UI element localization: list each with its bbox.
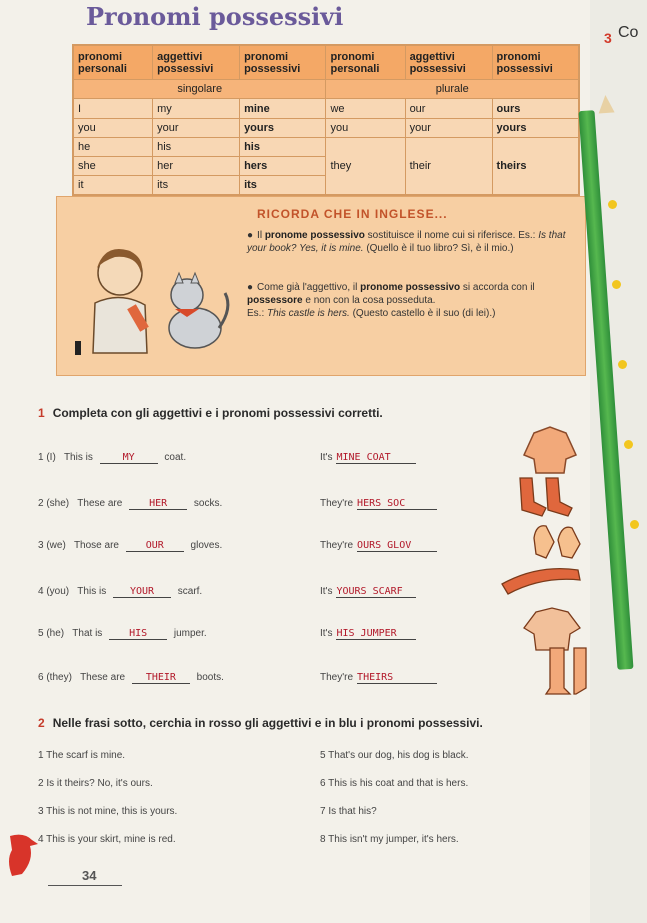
table-row — [74, 99, 579, 118]
cell: she — [74, 156, 153, 175]
exercise-1-item: 4 (you) This is YOUR scarf. — [38, 586, 203, 597]
next-page-fragment: Co — [618, 24, 639, 41]
answer-blank[interactable]: HIS JUMPER — [336, 628, 416, 640]
answer-blank[interactable]: MINE COAT — [336, 452, 416, 464]
exercise-1-pronoun: They're THEIRS — [320, 672, 437, 684]
exercise-1-item: 2 (she) These are HER socks. — [38, 498, 223, 509]
exercise-2-sentence[interactable]: 3 This is not mine, this is yours. — [38, 806, 178, 817]
cell: your — [153, 118, 240, 137]
exercise-2-sentence[interactable]: 5 That's our dog, his dog is black. — [320, 750, 469, 761]
cell: I — [74, 99, 153, 118]
cell: your — [405, 118, 492, 137]
answer-blank[interactable]: YOUR — [113, 586, 171, 598]
decor-dot — [630, 520, 639, 529]
cell: he — [74, 137, 153, 156]
cell: our — [405, 99, 492, 118]
page-title: Pronomi possessivi — [86, 2, 344, 31]
exercise-1-item: 1 (I) This is MY coat. — [38, 452, 187, 463]
header-cell: pronomi possessivi — [492, 46, 578, 80]
cell: they — [326, 137, 405, 194]
exercise-2-instruction: 2 Nelle frasi sotto, cerchia in rosso gli aggettivi e in blu i pronomi possessivi. — [38, 716, 483, 730]
exercise-2-sentence[interactable]: 1 The scarf is mine. — [38, 750, 126, 761]
cell: her — [153, 156, 240, 175]
next-page-exercise-number: 3 — [604, 30, 612, 46]
possessive-table — [72, 44, 580, 196]
cell: yours — [492, 118, 578, 137]
cell: it — [74, 175, 153, 194]
remember-heading: RICORDA CHE IN INGLESE... — [257, 207, 448, 221]
cell: theirs — [492, 137, 578, 194]
decor-dot — [618, 360, 627, 369]
decor-dot — [624, 440, 633, 449]
socks-icon — [510, 474, 580, 518]
header-cell: aggettivi possessivi — [405, 46, 492, 80]
table-row — [74, 137, 579, 156]
answer-blank[interactable]: THEIR — [132, 672, 190, 684]
gloves-icon — [528, 518, 586, 560]
cell: we — [326, 99, 405, 118]
exercise-1-pronoun: It's MINE COAT — [320, 452, 416, 464]
boots-icon — [572, 644, 590, 700]
header-cell: aggettivi possessivi — [153, 46, 240, 80]
decor-dot — [608, 200, 617, 209]
exercise-1-instruction: 1 Completa con gli aggettivi e i pronomi possessivi corretti. — [38, 406, 383, 420]
parrot-icon — [2, 830, 42, 878]
table-row — [74, 118, 579, 137]
cell: their — [405, 137, 492, 194]
cell: mine — [240, 99, 326, 118]
group-plural: plurale — [326, 80, 579, 99]
remember-point-2: ● Come già l'aggettivo, il pronome possessivo si accorda con il possessore e non con la cosa posseduta. Es.: This castle is hers. (Questo castello è il suo (di lei).) — [247, 282, 535, 319]
page-number: 34 — [48, 868, 122, 886]
answer-blank[interactable]: OURS GLOV — [357, 540, 437, 552]
exercise-1-pronoun: It's HIS JUMPER — [320, 628, 416, 640]
exercise-1-item: 3 (we) Those are OUR gloves. — [38, 540, 223, 551]
exercise-2-sentence[interactable]: 4 This is your skirt, mine is red. — [38, 834, 176, 845]
girl-and-cat-illustration — [75, 233, 235, 363]
exercise-2-sentence[interactable]: 6 This is his coat and that is hers. — [320, 778, 469, 789]
cell: his — [153, 137, 240, 156]
exercise-1-pronoun: They're OURS GLOV — [320, 540, 437, 552]
cell: hers — [240, 156, 326, 175]
group-singular: singolare — [74, 80, 326, 99]
exercise-1-item: 6 (they) These are THEIR boots. — [38, 672, 224, 683]
answer-blank[interactable]: HER — [129, 498, 187, 510]
answer-blank[interactable]: YOURS SCARF — [336, 586, 416, 598]
header-cell: pronomi personali — [74, 46, 153, 80]
pencil-tip-icon — [597, 94, 614, 113]
header-cell: pronomi personali — [326, 46, 405, 80]
exercise-1-item: 5 (he) That is HIS jumper. — [38, 628, 207, 639]
remember-box — [56, 196, 586, 376]
exercise-1-pronoun: It's YOURS SCARF — [320, 586, 416, 598]
cell: my — [153, 99, 240, 118]
cell: its — [240, 175, 326, 194]
cell: yours — [240, 118, 326, 137]
cell: ours — [492, 99, 578, 118]
cell: you — [326, 118, 405, 137]
answer-blank[interactable]: OUR — [126, 540, 184, 552]
cell: you — [74, 118, 153, 137]
answer-blank[interactable]: HIS — [109, 628, 167, 640]
answer-blank[interactable]: MY — [100, 452, 158, 464]
boots-icon — [540, 644, 572, 700]
exercise-2-sentence[interactable]: 2 Is it theirs? No, it's ours. — [38, 778, 153, 789]
remember-point-1: ● Il pronome possessivo sostituisce il nome cui si riferisce. Es.: Is that your book? Yes, it is mine. (Quello è il tuo libro? Sì, è il mio.) — [247, 230, 566, 254]
answer-blank[interactable]: HERS SOC — [357, 498, 437, 510]
coat-icon — [520, 425, 582, 475]
header-cell: pronomi possessivi — [240, 46, 326, 80]
cell: its — [153, 175, 240, 194]
decor-dot — [612, 280, 621, 289]
exercise-2-sentence[interactable]: 7 Is that his? — [320, 806, 377, 817]
cell: his — [240, 137, 326, 156]
answer-blank[interactable]: THEIRS — [357, 672, 437, 684]
exercise-1-pronoun: They're HERS SOC — [320, 498, 437, 510]
exercise-2-sentence[interactable]: 8 This isn't my jumper, it's hers. — [320, 834, 459, 845]
scarf-icon — [498, 560, 584, 600]
